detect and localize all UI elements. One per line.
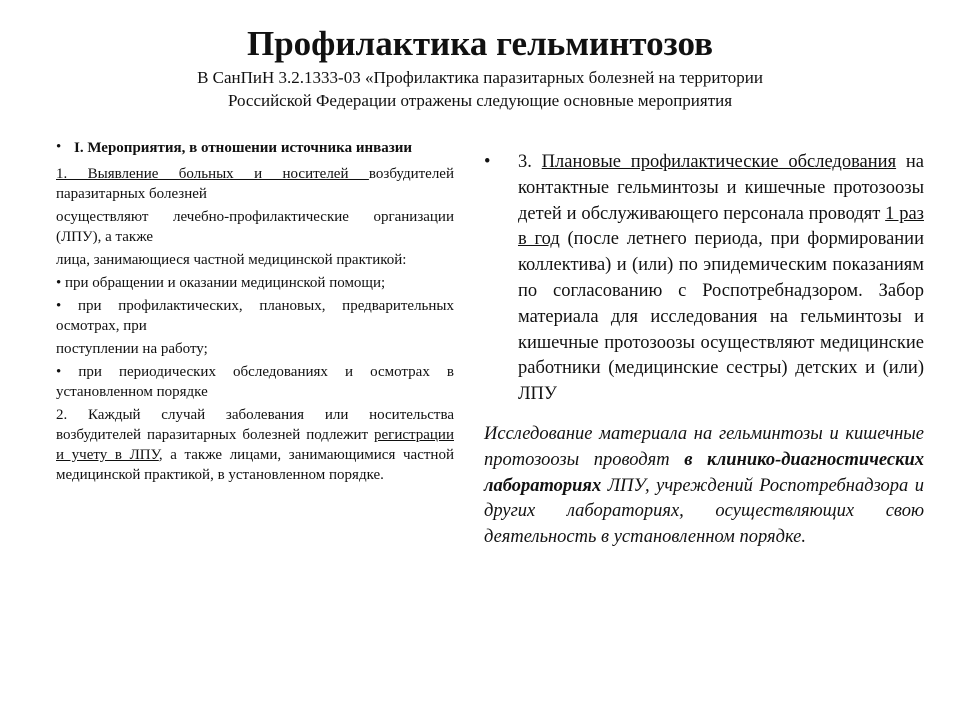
- left-paragraph-8: [56, 405, 454, 485]
- slide-title: Профилактика гельминтозов: [246, 24, 714, 63]
- slide-subtitle: В СанПиН 3.2.1333-03 «Профилактика паразитарных болезней на территории Российской Федерации отражены следующие основные мероприятия: [197, 68, 763, 110]
- bullet-icon: •: [484, 152, 491, 172]
- left-paragraph-3: лица, занимающиеся частной медицинской практикой:: [56, 252, 407, 268]
- left-p1-underlined: 1. Выявление больных и носителей: [56, 166, 369, 182]
- right-t1: на контактные гельминтозы и кишечные протозоозы детей и обслуживающего персонала проводят: [518, 152, 924, 224]
- right-num: 3.: [518, 152, 542, 172]
- right-column: [484, 150, 924, 551]
- left-paragraph-4: • при обращении и оказании медицинской помощи;: [56, 275, 386, 291]
- right-i2: ЛПУ, учреждений Роспотребнадзора и других лабораториях, осуществляющих свою деятельность в установленном порядке.: [484, 475, 924, 548]
- right-italic-paragraph: [484, 422, 924, 551]
- left-paragraph-6: поступлении на работу;: [56, 341, 208, 357]
- left-heading: [56, 138, 454, 158]
- left-paragraph-7: • при периодических обследованиях и осмотрах в установленном порядке: [56, 364, 454, 400]
- right-u1: Плановые профилактические обследования: [541, 152, 897, 172]
- left-p8-underlined: регистрации и учету в ЛПУ: [56, 427, 454, 463]
- right-i1: Исследование материала на гельминтозы и кишечные протозоозы проводят: [484, 423, 924, 470]
- right-t2: (после летнего периода, при формировании коллектива) и (или) по эпидемическим показаниям по согласованию с Роспотребнадзором. Забор материала для исследования на гельминтозы и кишечные протозоозы осуществляют медицинские работники (медицинские сестры) детских и (или) ЛПУ: [518, 229, 924, 405]
- left-paragraph-5: • при профилактических, плановых, предварительных осмотрах, при: [56, 298, 454, 334]
- left-paragraph-2: осуществляют лечебно-профилактические организации (ЛПУ), а также: [56, 209, 454, 245]
- right-item-3: [484, 150, 924, 408]
- left-paragraph-1: [56, 164, 454, 204]
- left-p8-a: 2. Каждый случай заболевания или носительства возбудителей паразитарных болезней подлежит: [56, 407, 454, 443]
- left-p8-b: , а также лицами, занимающимися частной медицинской практикой, в установленном порядке.: [56, 447, 454, 483]
- left-column: [56, 138, 454, 488]
- right-u2: 1 раз в год: [518, 203, 924, 250]
- bullet-icon: •: [56, 139, 62, 155]
- left-p1-rest: возбудителей паразитарных болезней: [56, 166, 454, 202]
- left-heading-text: I. Мероприятия, в отношении источника инвазии: [74, 140, 413, 156]
- right-ib: в клинико-диагностических лабораториях: [484, 449, 924, 496]
